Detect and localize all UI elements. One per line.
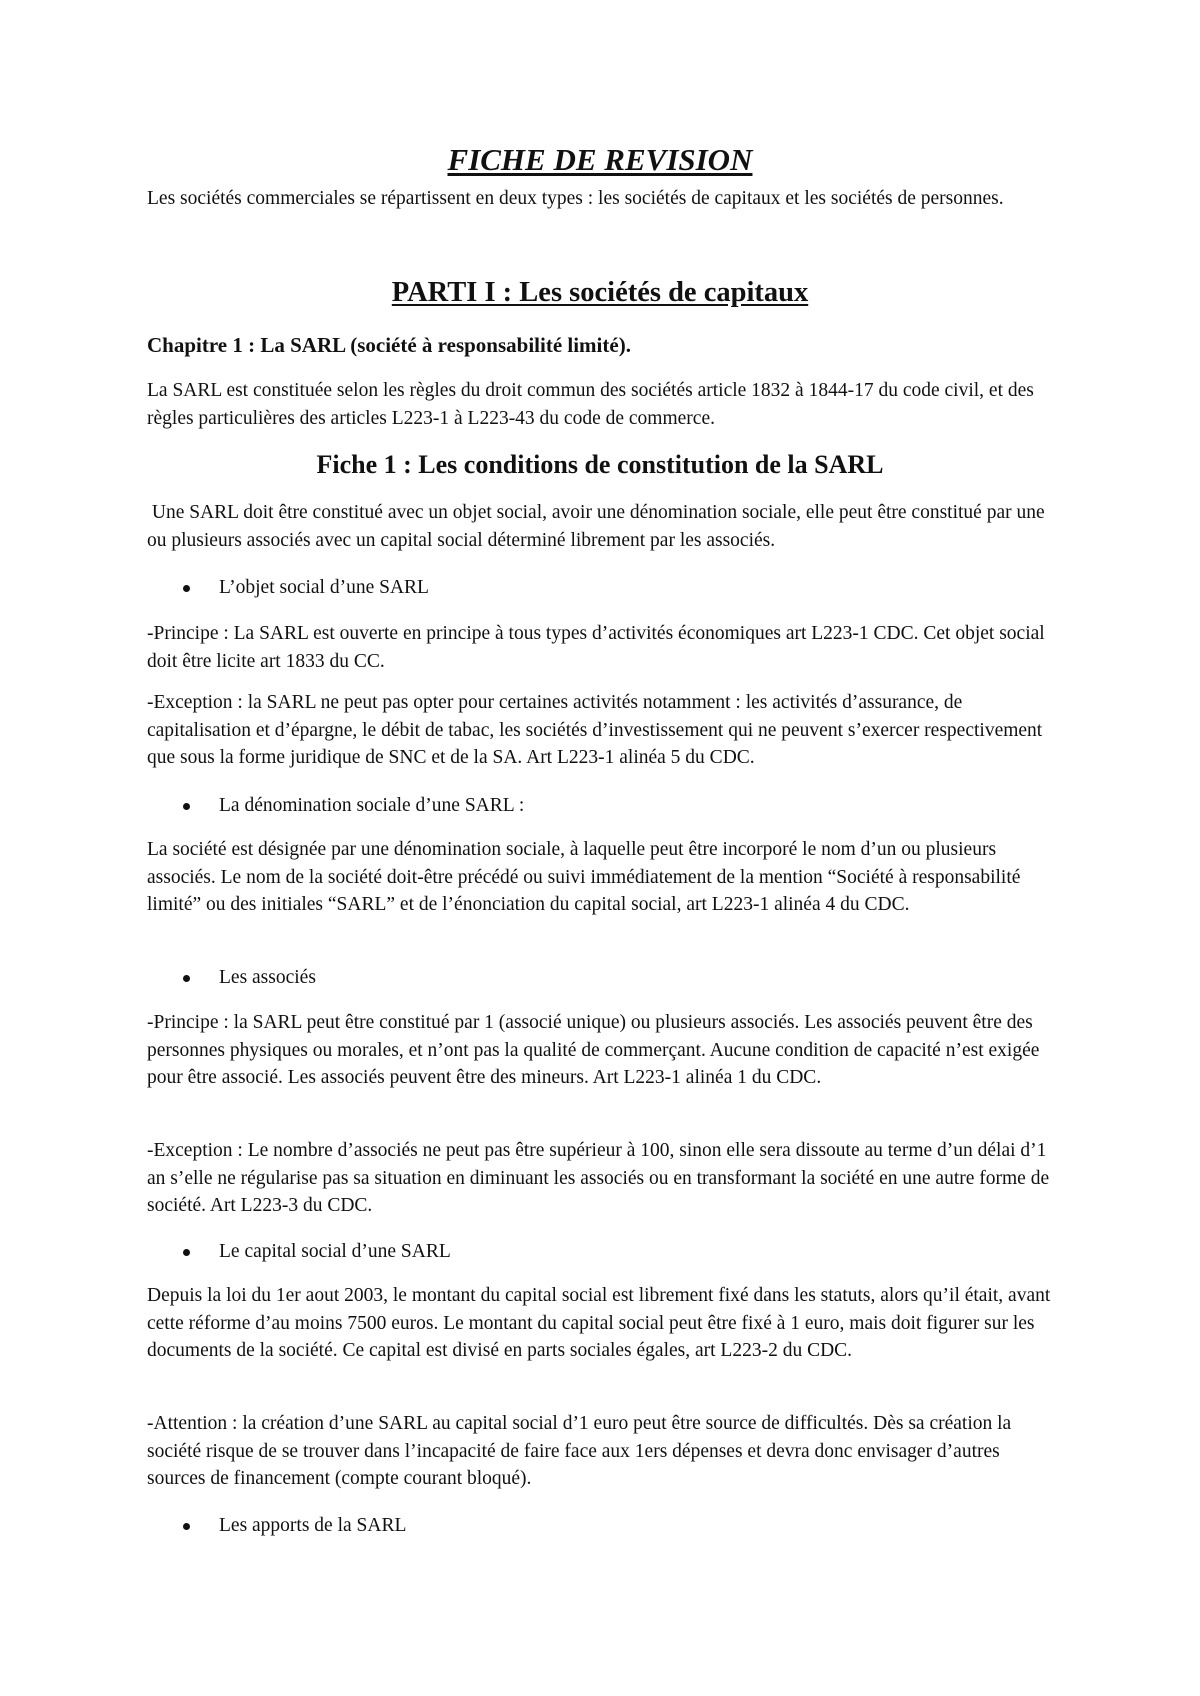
intro-paragraph: Les sociétés commerciales se répartissent en deux types : les sociétés de capitaux et les sociétés de personnes. <box>147 188 1004 209</box>
bullet-dot <box>183 585 190 592</box>
chapter-heading: Chapitre 1 : La SARL (société à responsabilité limité). <box>147 333 631 357</box>
bullet-label: L’objet social d’une SARL <box>219 577 429 598</box>
bullet-label: Les associés <box>219 967 316 988</box>
capital-attention-paragraph: -Attention : la création d’une SARL au capital social d’1 euro peut être source de difficultés. Dès sa création la société risque de se trouver dans l’incapacité de faire face aux 1ers dépenses et devra donc envisager d’autres sources de financement (compte courant bloqué). <box>147 1413 1012 1489</box>
bullet-dot <box>183 975 190 982</box>
fiche-heading: Fiche 1 : Les conditions de constitution de la SARL <box>316 450 884 479</box>
objet-principe-paragraph: -Principe : La SARL est ouverte en principe à tous types d’activités économiques art L223-1 CDC. Cet objet social doit être licite art 1833 du CC. <box>147 623 1045 672</box>
fiche-intro-paragraph: Une SARL doit être constitué avec un objet social, avoir une dénomination sociale, elle peut être constitué par une ou plusieurs associés avec un capital social déterminé librement par les associés. <box>147 502 1050 551</box>
denomination-paragraph: La société est désignée par une dénomination sociale, à laquelle peut être incorporé le nom d’un ou plusieurs associés. Le nom de la société doit-être précédé ou suivi immédiatement de la mention “Société à responsabilité limité” ou des initiales “SARL” et de l’énonciation du capital social, art L223-1 alinéa 4 du CDC. <box>147 839 1021 915</box>
chapter-paragraph: La SARL est constituée selon les règles du droit commun des sociétés article 1832 à 1844-17 du code civil, et des règles particulières des articles L223-1 à L223-43 du code de commerce. <box>147 380 1034 429</box>
associes-exception-paragraph: -Exception : Le nombre d’associés ne peut pas être supérieur à 100, sinon elle sera dissoute au terme d’un délai d’1 an s’elle ne régularise pas sa situation en diminuant les associés ou en transformant la société en une autre forme de société. Art L223-3 du CDC. <box>147 1140 1050 1216</box>
bullet-dot <box>183 803 190 810</box>
capital-paragraph: Depuis la loi du 1er aout 2003, le montant du capital social est librement fixé dans les statuts, alors qu’il était, avant cette réforme d’au moins 7500 euros. Le montant du capital social peut être fixé à 1 euro, mais doit figurer sur les documents de la société. Ce capital est divisé en parts sociales égales, art L223-2 du CDC. <box>147 1285 1051 1361</box>
part-heading: PARTI I : Les sociétés de capitaux <box>391 277 809 308</box>
associes-principe-paragraph: -Principe : la SARL peut être constitué par 1 (associé unique) ou plusieurs associés. Les associés peuvent être des personnes physiques ou morales, et n’ont pas la qualité de commerçant. Aucune condition de capacité n’est exigée pour être associé. Les associés peuvent être des mineurs. Art L223-1 alinéa 1 du CDC. <box>147 1012 1040 1088</box>
bullet-label: Les apports de la SARL <box>219 1515 407 1536</box>
bullet-dot <box>183 1523 190 1530</box>
bullet-label: La dénomination sociale d’une SARL : <box>219 795 525 816</box>
page-title: FICHE DE REVISION <box>447 142 753 177</box>
bullet-label: Le capital social d’une SARL <box>219 1241 451 1262</box>
bullet-dot <box>183 1249 190 1256</box>
objet-exception-paragraph: -Exception : la SARL ne peut pas opter pour certaines activités notamment : les activités d’assurance, de capitalisation et d’épargne, le débit de tabac, les sociétés d’investissement qui ne peuvent s’exercer respectivement que sous la forme juridique de SNC et de la SA. Art L223-1 alinéa 5 du CDC. <box>147 692 1043 768</box>
